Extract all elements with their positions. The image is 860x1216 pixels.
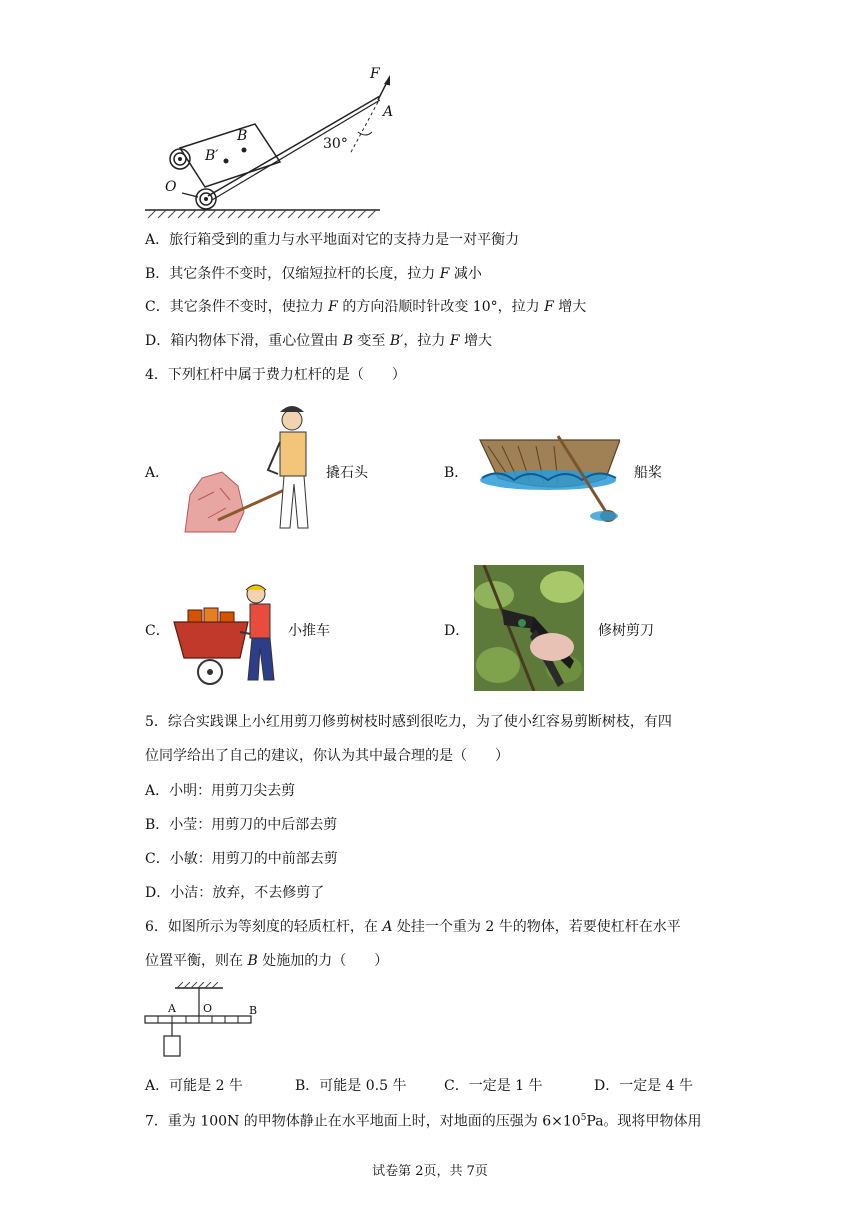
q5-option-b: B．小莹：用剪刀的中后部去剪: [145, 817, 338, 833]
q6-option-c: C．一定是 1 牛: [444, 1078, 543, 1094]
q3-option-b: B．其它条件不变时，仅缩短拉杆的长度，拉力 F 减小: [145, 266, 482, 282]
lever-label-O: O: [203, 1002, 213, 1015]
q4-option-c-caption: 小推车: [288, 623, 330, 639]
lever-label-B: B: [249, 1004, 258, 1017]
q3-option-d: D．箱内物体下滑，重心位置由 B 变至 B′，拉力 F 增大: [145, 333, 492, 349]
q6-option-d: D．一定是 4 牛: [594, 1078, 694, 1094]
q7-stem: 7．重为 100N 的甲物体静止在水平地面上时，对地面的压强为 $6\times 10^5Pa$。现将甲物体用: [145, 1113, 702, 1130]
prying-rock-image: [180, 400, 325, 535]
boat-paddle-image: [478, 432, 620, 524]
q3-option-c: C．其它条件不变时，使拉力 F 的方向沿顺时针改变 10°，拉力 F 增大: [145, 299, 587, 315]
q4-option-d-caption: 修树剪刀: [598, 623, 654, 639]
q5-option-a: A．小明：用剪刀尖去剪: [145, 783, 296, 799]
q5-stem-line1: 5．综合实践课上小红用剪刀修剪树枝时感到很吃力，为了使小红容易剪断树枝，有四: [145, 714, 672, 730]
q4-option-d-letter: D．: [444, 623, 470, 639]
pruning-shears-image: [474, 565, 584, 691]
q6-option-b: B．可能是 0.5 牛: [295, 1078, 407, 1094]
q6-option-a: A．可能是 2 牛: [145, 1078, 243, 1094]
q3-option-a: A．旅行箱受到的重力与水平地面对它的支持力是一对平衡力: [145, 232, 520, 248]
q4-option-c-letter: C．: [145, 623, 170, 639]
label-B: B: [237, 128, 248, 144]
q4-option-a-caption: 撬石头: [326, 465, 368, 481]
q4-option-b-caption: 船桨: [634, 465, 662, 481]
lever-figure: [143, 982, 268, 1062]
q4-option-a-letter: A．: [145, 465, 170, 481]
q6-stem-line2: 位置平衡，则在 B 处施加的力（ ）: [145, 953, 389, 969]
q5-option-c: C．小敏：用剪刀的中前部去剪: [145, 851, 338, 867]
label-O: O: [165, 179, 177, 195]
q6-stem-line1: 6．如图所示为等刻度的轻质杠杆，在 A 处挂一个重为 2 牛的物体，若要使杠杆在水平: [145, 919, 681, 935]
q5-option-d: D．小洁：放弃，不去修剪了: [145, 885, 325, 901]
wheelbarrow-image: [170, 580, 285, 688]
suitcase-figure: [140, 62, 390, 222]
page-footer: 试卷第 2页，共 7页: [372, 1164, 488, 1179]
q4-option-b-letter: B．: [444, 465, 469, 481]
label-A: A: [383, 104, 394, 120]
lever-label-A: A: [168, 1002, 176, 1015]
label-angle: 30°: [323, 136, 348, 152]
q4-stem: 4．下列杠杆中属于费力杠杆的是（ ）: [145, 367, 406, 383]
label-F: F: [370, 66, 380, 82]
q5-stem-line2: 位同学给出了自己的建议，你认为其中最合理的是（ ）: [145, 748, 509, 764]
label-B-prime: B′: [205, 148, 219, 164]
